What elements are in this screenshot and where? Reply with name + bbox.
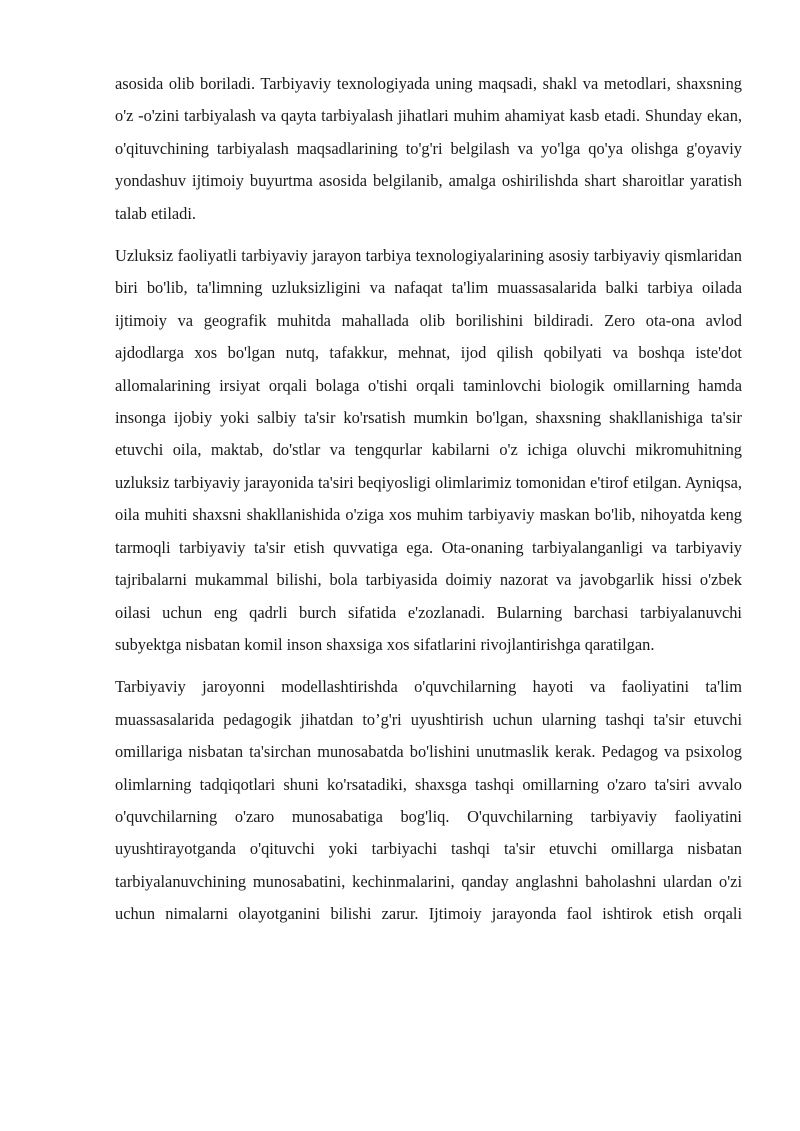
paragraph-1: asosida olib boriladi. Tarbiyaviy texnologiyada uning maqsadi, shakl va metodlari, shaxsning o'z -o'zini tarbiyalash va qayta tarbiyalash jihatlari muhim ahamiyat kasb etadi. Shunday ekan, o'qituvchining tarbiyalash maqsadlarining to'g'ri belgilash va yo'lga qo'ya olishga g'oyaviy yondashuv ijtimoiy buyurtma asosida belgilanib, amalga oshirilishda shart sharoitlar yaratish talab etiladi.: [115, 74, 742, 223]
document-page: [115, 68, 742, 941]
paragraph-2: Uzluksiz faoliyatli tarbiyaviy jarayon tarbiya texnologiyalarining asosiy tarbiyaviy qismlaridan biri bo'lib, ta'limning uzluksizligini va nafaqat ta'lim muassasalarida balki tarbiya oilada ijtimoiy va geografik muhitda mahallada olib borilishini bildiradi. Zero ota-ona avlod ajdodlarga xos bo'lgan nutq, tafakkur, mehnat, ijod qilish qobilyati va boshqa iste'dot allomalarining irsiyat orqali bolaga o'tishi orqali taminlovchi biologik omillarning hamda insonga ijobiy yoki salbiy ta'sir ko'rsatish mumkin bo'lgan, shaxsning shakllanishiga ta'sir etuvchi oila, maktab, do'stlar va tengqurlar kabilarni o'z ichiga oluvchi mikromuhitning uzluksiz tarbiyaviy jarayonida ta'siri beqiyosligi olimlarimiz tomonidan e'tirof etilgan. Ayniqsa, oila muhiti shaxsni shakllanishida o'ziga xos muhim tarbiyaviy maskan bo'lib, nihoyatda keng tarmoqli tarbiyaviy ta'sir etish quvvatiga ega. Ota-onaning tarbiyalanganligi va tarbiyaviy tajribalarni mukammal bilishi, bola tarbiyasida doimiy nazorat va javobgarlik hissi o'zbek oilasi uchun eng qadrli burch sifatida e'zozlanadi. Bularning barchasi tarbiyalanuvchi subyektga nisbatan komil inson shaxsiga xos sifatlarini rivojlantirishga qaratilgan.: [115, 246, 742, 654]
paragraph-3: Tarbiyaviy jaroyonni modellashtirishda o'quvchilarning hayoti va faoliyatini ta'lim muassasalarida pedagogik jihatdan to’g'ri uyushtirish uchun ularning tashqi ta'sir etuvchi omillariga nisbatan ta'sirchan munosabatda bo'lishini unutmaslik kerak. Pedagog va psixolog olimlarning tadqiqotlari shuni ko'rsatadiki, shaxsga tashqi omillarning o'zaro ta'siri avvalo o'quvchilarning o'zaro munosabatiga bog'liq. O'quvchilarning tarbiyaviy faoliyatini uyushtirayotganda o'qituvchi yoki tarbiyachi tashqi ta'sir etuvchi omillarga nisbatan tarbiyalanuvchining munosabatini, kechinmalarini, qanday anglashni baholashni ulardan o'zi uchun nimalarni olayotganini bilishi zarur. Ijtimoiy jarayonda faol ishtirok etish orqali: [115, 677, 742, 924]
